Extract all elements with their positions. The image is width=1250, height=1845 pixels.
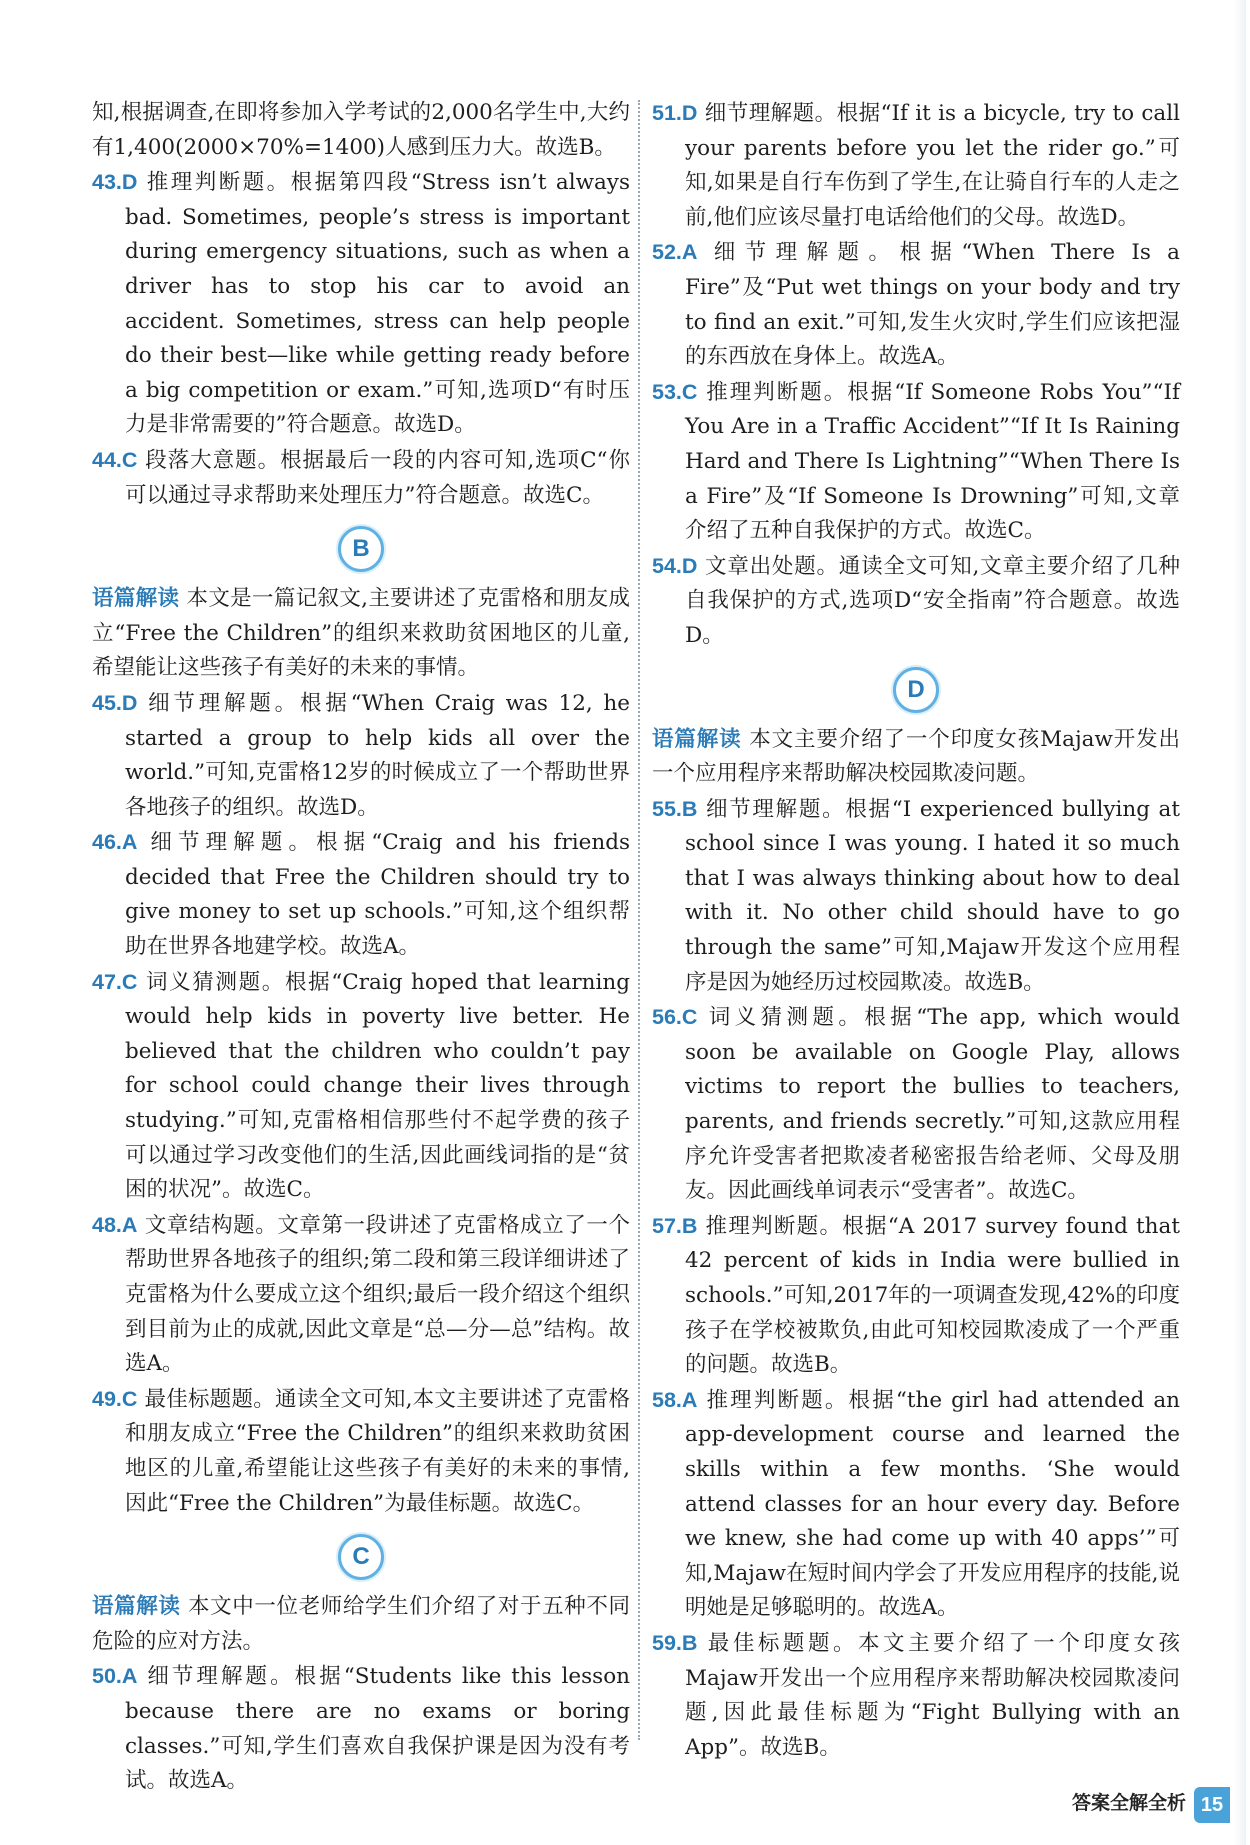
answer-number: 52.A [652, 240, 698, 265]
answer-explanation: 段落大意题。根据最后一段的内容可知,选项C“你可以通过寻求帮助来处理压力”符合题意。故选C。 [125, 447, 630, 508]
answer-number: 45.D [92, 690, 138, 715]
answer-item-49 [92, 1382, 630, 1521]
answer-explanation: 推理判断题。根据“A 2017 survey found that 42 percent of kids in India were bullied in schools.”可知,2017年的一项调查发现,42%的印度孩子在学校被欺负,由此可知校园欺凌成了一个严重的问题。故选B。 [685, 1213, 1180, 1378]
answer-item-46 [92, 825, 630, 964]
answer-explanation: 推理判断题。根据“If Someone Robs You”“If You Are in a Traffic Accident”“If It Is Raining Hard and There Is Lightning”“When There Is a Fire”及“If Someone Is Drowning”可知,文章介绍了五种自我保护的方式。故选C。 [685, 379, 1180, 544]
answer-explanation: 最佳标题题。本文主要介绍了一个印度女孩Majaw开发出一个应用程序来帮助解决校园欺凌问题,因此最佳标题为“Fight Bullying with an App”。故选B。 [685, 1630, 1180, 1760]
answer-number: 47.C [92, 969, 138, 994]
section-d-summary-text: 本文主要介绍了一个印度女孩Majaw开发出一个应用程序来帮助解决校园欺凌问题。 [652, 726, 1180, 787]
section-b-summary-text: 本文是一篇记叙文,主要讲述了克雷格和朋友成立“Free the Children”的组织来救助贫困地区的儿童,希望能让这些孩子有美好的未来的事情。 [92, 586, 630, 681]
section-d-label: 语篇解读 [652, 726, 742, 751]
answer-item-58 [652, 1383, 1180, 1626]
section-b-header [92, 519, 630, 577]
answer-explanation: 细节理解题。根据“I experienced bullying at school since I was young. I hated it so much that I was always thinking about how to deal with it. No other child should have to go through the same”可知,Majaw开发这个应用程序是因为她经历过校园欺凌。故选B。 [685, 796, 1180, 995]
section-d-badge: D [893, 667, 939, 713]
section-d-header [652, 660, 1180, 718]
section-c-badge: C [338, 1534, 384, 1580]
answer-item-45 [92, 686, 630, 825]
answer-explanation: 词义猜测题。根据“Craig hoped that learning would help kids in poverty live better. He believed that the children who couldn’t pay for school could change their lives through studying.”可知,克雷格相信那些付不起学费的孩子可以通过学习改变他们的生活,因此画线词指的是“贫困的状况”。故选C。 [125, 969, 630, 1203]
section-c-header [92, 1527, 630, 1585]
section-c-summary-text: 本文中一位老师给学生们介绍了对于五种不同危险的应对方法。 [92, 1594, 630, 1654]
column-divider [638, 100, 640, 1740]
answer-item-52 [652, 235, 1180, 374]
intro-continuation: 知,根据调查,在即将参加入学考试的2,000名学生中,大约有1,400(2000×70%=1400)人感到压力大。故选B。 [92, 100, 630, 160]
answer-item-47 [92, 965, 630, 1208]
answer-item-59 [652, 1626, 1180, 1765]
section-b-label: 语篇解读 [92, 586, 180, 611]
answer-explanation: 细节理解题。根据“Students like this lesson because there are no exams or boring classes.”可知,学生们喜欢自我保护课是因为没有考试。故选A。 [125, 1664, 630, 1794]
answer-item-44 [92, 443, 630, 513]
answer-explanation: 推理判断题。根据“the girl had attended an app-development course and learned the skills within a few months. ‘She would attend classes for an hour every day. Before we knew, she had come up with 40 apps’”可知,Majaw在短时间内学会了开发应用程序的技能,说明她是足够聪明的。故选A。 [685, 1387, 1181, 1621]
footer-label: 答案全解全析 [1071, 1793, 1186, 1814]
answer-number: 58.A [652, 1387, 698, 1412]
answer-number: 50.A [92, 1664, 138, 1689]
answer-item-43 [92, 165, 630, 443]
answer-item-53 [652, 375, 1180, 549]
right-column [652, 96, 1180, 1765]
section-c-summary [92, 1589, 630, 1659]
answer-item-54 [652, 549, 1180, 654]
answer-explanation: 细节理解题。根据“When Craig was 12, he started a group to help kids all over the world.”可知,克雷格12岁的时候成立了一个帮助世界各地孩子的组织。故选D。 [125, 690, 630, 820]
answer-item-51 [652, 96, 1180, 235]
answer-explanation: 细节理解题。根据“If it is a bicycle, try to call your parents before you let the rider go.”可知,如果是自行车伤到了学生,在让骑自行车的人走之前,他们应该尽量打电话给他们的父母。故选D。 [685, 101, 1180, 230]
section-b-badge: B [338, 526, 384, 572]
answer-number: 56.C [652, 1005, 698, 1030]
answer-item-57 [652, 1209, 1180, 1383]
answer-explanation: 细节理解题。根据“Craig and his friends decided that Free the Children should try to give money to set up schools.”可知,这个组织帮助在世界各地建学校。故选A。 [125, 830, 630, 960]
answer-number: 48.A [92, 1212, 138, 1237]
answer-number: 59.B [652, 1630, 698, 1655]
answer-number: 46.A [92, 830, 138, 855]
answer-number: 53.C [652, 379, 698, 404]
answer-number: 43.D [92, 170, 138, 195]
answer-number: 54.D [652, 553, 698, 578]
page-edge-shadow [1234, 0, 1246, 1845]
answer-explanation: 词义猜测题。根据“The app, which would soon be available on Google Play, allows victims to report the bullies to teachers, parents, and friends secretly.”可知,这款应用程序允许受害者把欺凌者秘密报告给老师、父母及朋友。因此画线单词表示“受害者”。故选C。 [685, 1005, 1180, 1204]
section-c-label: 语篇解读 [92, 1594, 181, 1619]
answer-explanation: 细节理解题。根据“When There Is a Fire”及“Put wet things on your body and try to find an exit.”可知,发生火灾时,学生们应该把湿的东西放在身体上。故选A。 [685, 240, 1180, 370]
answer-explanation: 最佳标题题。通读全文可知,本文主要讲述了克雷格和朋友成立“Free the Children”的组织来救助贫困地区的儿童,希望能让这些孩子有美好的未来的事情,因此“Free the Children”为最佳标题。故选C。 [125, 1386, 630, 1516]
page-number: 15 [1194, 1787, 1230, 1823]
answer-item-56 [652, 1000, 1180, 1209]
answer-explanation: 文章结构题。文章第一段讲述了克雷格成立了一个帮助世界各地孩子的组织;第二段和第三段详细讲述了克雷格为什么要成立这个组织;最后一段介绍这个组织到目前为止的成就,因此文章是“总—分—总”结构。故选A。 [125, 1212, 630, 1377]
answer-item-50 [92, 1659, 630, 1798]
answer-item-55 [652, 792, 1180, 1001]
answer-number: 57.B [652, 1213, 698, 1238]
answer-number: 49.C [92, 1386, 138, 1411]
left-column [92, 96, 630, 1799]
answer-item-48 [92, 1208, 630, 1382]
answer-explanation: 推理判断题。根据第四段“Stress isn’t always bad. Sometimes, people’s stress is important during emergency situations, such as when a driver has to stop his car to avoid an accident. Sometimes, stress can help people do their best—like while getting ready before a big competition or exam.”可知,选项D“有时压力是非常需要的”符合题意。故选D。 [125, 170, 630, 438]
section-b-summary [92, 581, 630, 686]
section-d-summary [652, 722, 1180, 792]
answer-number: 51.D [652, 101, 698, 125]
answer-number: 55.B [652, 796, 698, 821]
answer-explanation: 文章出处题。通读全文可知,文章主要介绍了几种自我保护的方式,选项D“安全指南”符合题意。故选D。 [685, 553, 1180, 648]
answer-number: 44.C [92, 447, 138, 472]
